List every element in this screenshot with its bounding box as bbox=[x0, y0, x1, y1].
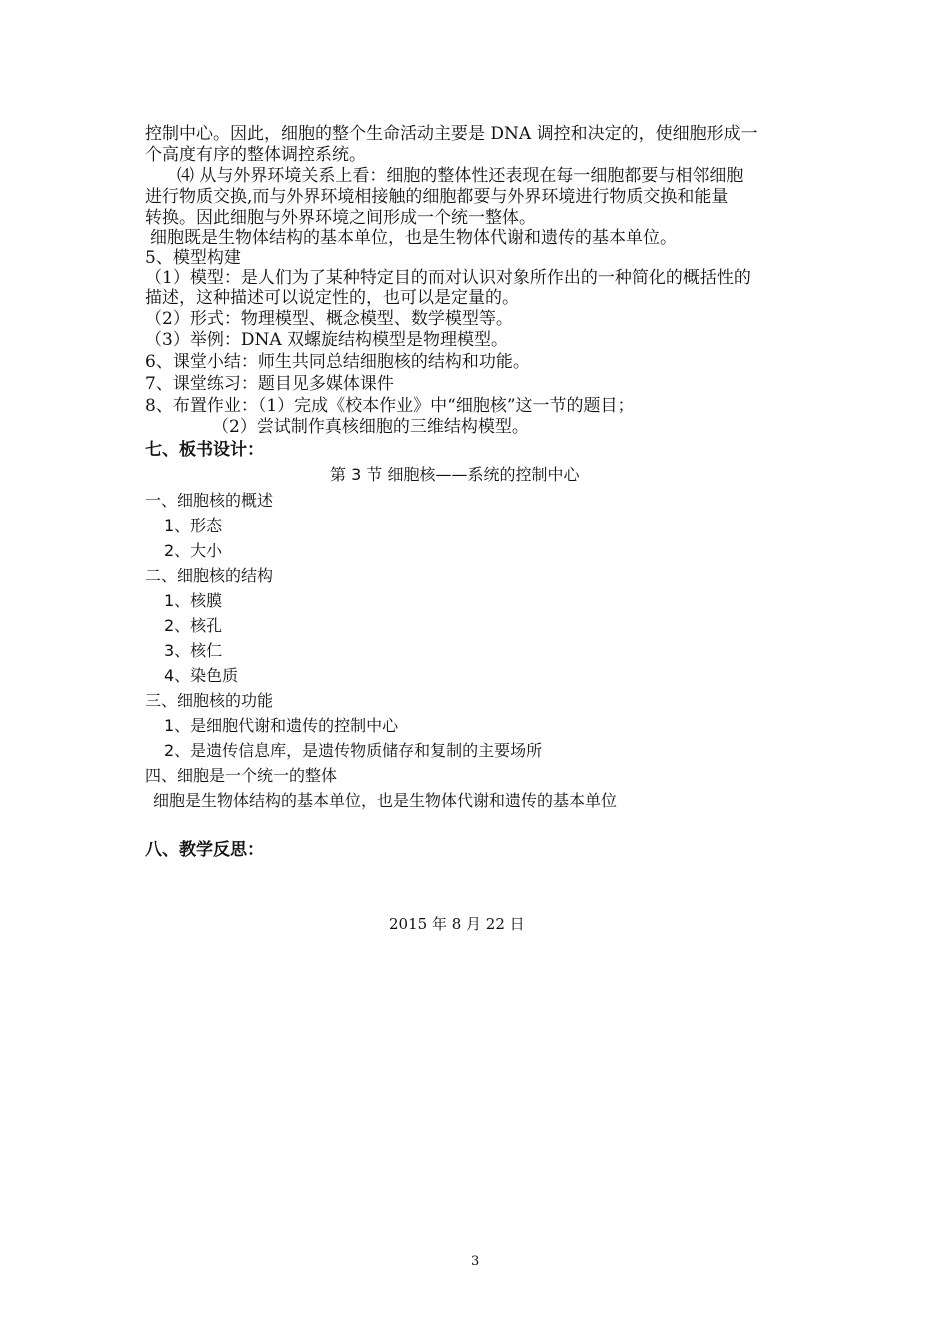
paragraph-line: 进行物质交换,而与外界环境相接触的细胞都要与外界环境进行物质交换和能量 bbox=[145, 187, 729, 207]
paragraph-line: （2）形式：物理模型、概念模型、数学模型等。 bbox=[145, 309, 513, 329]
outline-item: 2、大小 bbox=[164, 541, 223, 560]
paragraph-line: 个高度有序的整体调控系统。 bbox=[145, 145, 366, 165]
paragraph-line: （1）模型：是人们为了某种特定目的而对认识对象所作出的一种简化的概括性的 bbox=[145, 268, 751, 288]
paragraph-line: 转换。因此细胞与外界环境之间形成一个统一整体。 bbox=[145, 208, 536, 228]
paragraph-line: （3）举例：DNA 双螺旋结构模型是物理模型。 bbox=[145, 330, 509, 350]
outline-item: 1、核膜 bbox=[164, 591, 223, 610]
date: 2015 年 8 月 22 日 bbox=[389, 915, 525, 933]
paragraph-line: ⑷ 从与外界环境关系上看：细胞的整体性还表现在每一细胞都要与相邻细胞 bbox=[177, 166, 744, 186]
outline-item: 细胞是生物体结构的基本单位，也是生物体代谢和遗传的基本单位 bbox=[153, 791, 618, 810]
outline-item: 一、细胞核的概述 bbox=[145, 491, 274, 510]
board-design-heading: 七、板书设计： bbox=[145, 440, 264, 460]
paragraph-line: 细胞既是生物体结构的基本单位，也是生物体代谢和遗传的基本单位。 bbox=[150, 228, 677, 248]
section-title: 5、模型构建 bbox=[145, 248, 241, 268]
outline-item: 四、细胞是一个统一的整体 bbox=[145, 766, 338, 785]
paragraph-line: 控制中心。因此，细胞的整个生命活动主要是 DNA 调控和决定的，使细胞形成一 bbox=[145, 124, 758, 144]
board-title: 第 3 节 细胞核——系统的控制中心 bbox=[330, 465, 580, 484]
outline-item: 1、是细胞代谢和遗传的控制中心 bbox=[164, 716, 399, 735]
page-number: 3 bbox=[471, 1254, 480, 1269]
paragraph-line: （2）尝试制作真核细胞的三维结构模型。 bbox=[212, 417, 529, 437]
paragraph-line: 6、课堂小结：师生共同总结细胞核的结构和功能。 bbox=[145, 352, 530, 372]
outline-item: 1、形态 bbox=[164, 516, 223, 535]
paragraph-line: 描述，这种描述可以说定性的，也可以是定量的。 bbox=[145, 288, 519, 308]
outline-item: 4、染色质 bbox=[164, 666, 239, 685]
paragraph-line: 8、布置作业：（1）完成《校本作业》中“细胞核”这一节的题目； bbox=[145, 396, 635, 416]
paragraph-line: 7、课堂练习：题目见多媒体课件 bbox=[145, 374, 394, 394]
reflection-heading: 八、教学反思： bbox=[145, 840, 264, 860]
outline-item: 三、细胞核的功能 bbox=[145, 691, 274, 710]
outline-item: 2、是遗传信息库，是遗传物质储存和复制的主要场所 bbox=[164, 741, 543, 760]
outline-item: 2、核孔 bbox=[164, 616, 223, 635]
outline-item: 3、核仁 bbox=[164, 641, 223, 660]
outline-item: 二、细胞核的结构 bbox=[145, 566, 274, 585]
